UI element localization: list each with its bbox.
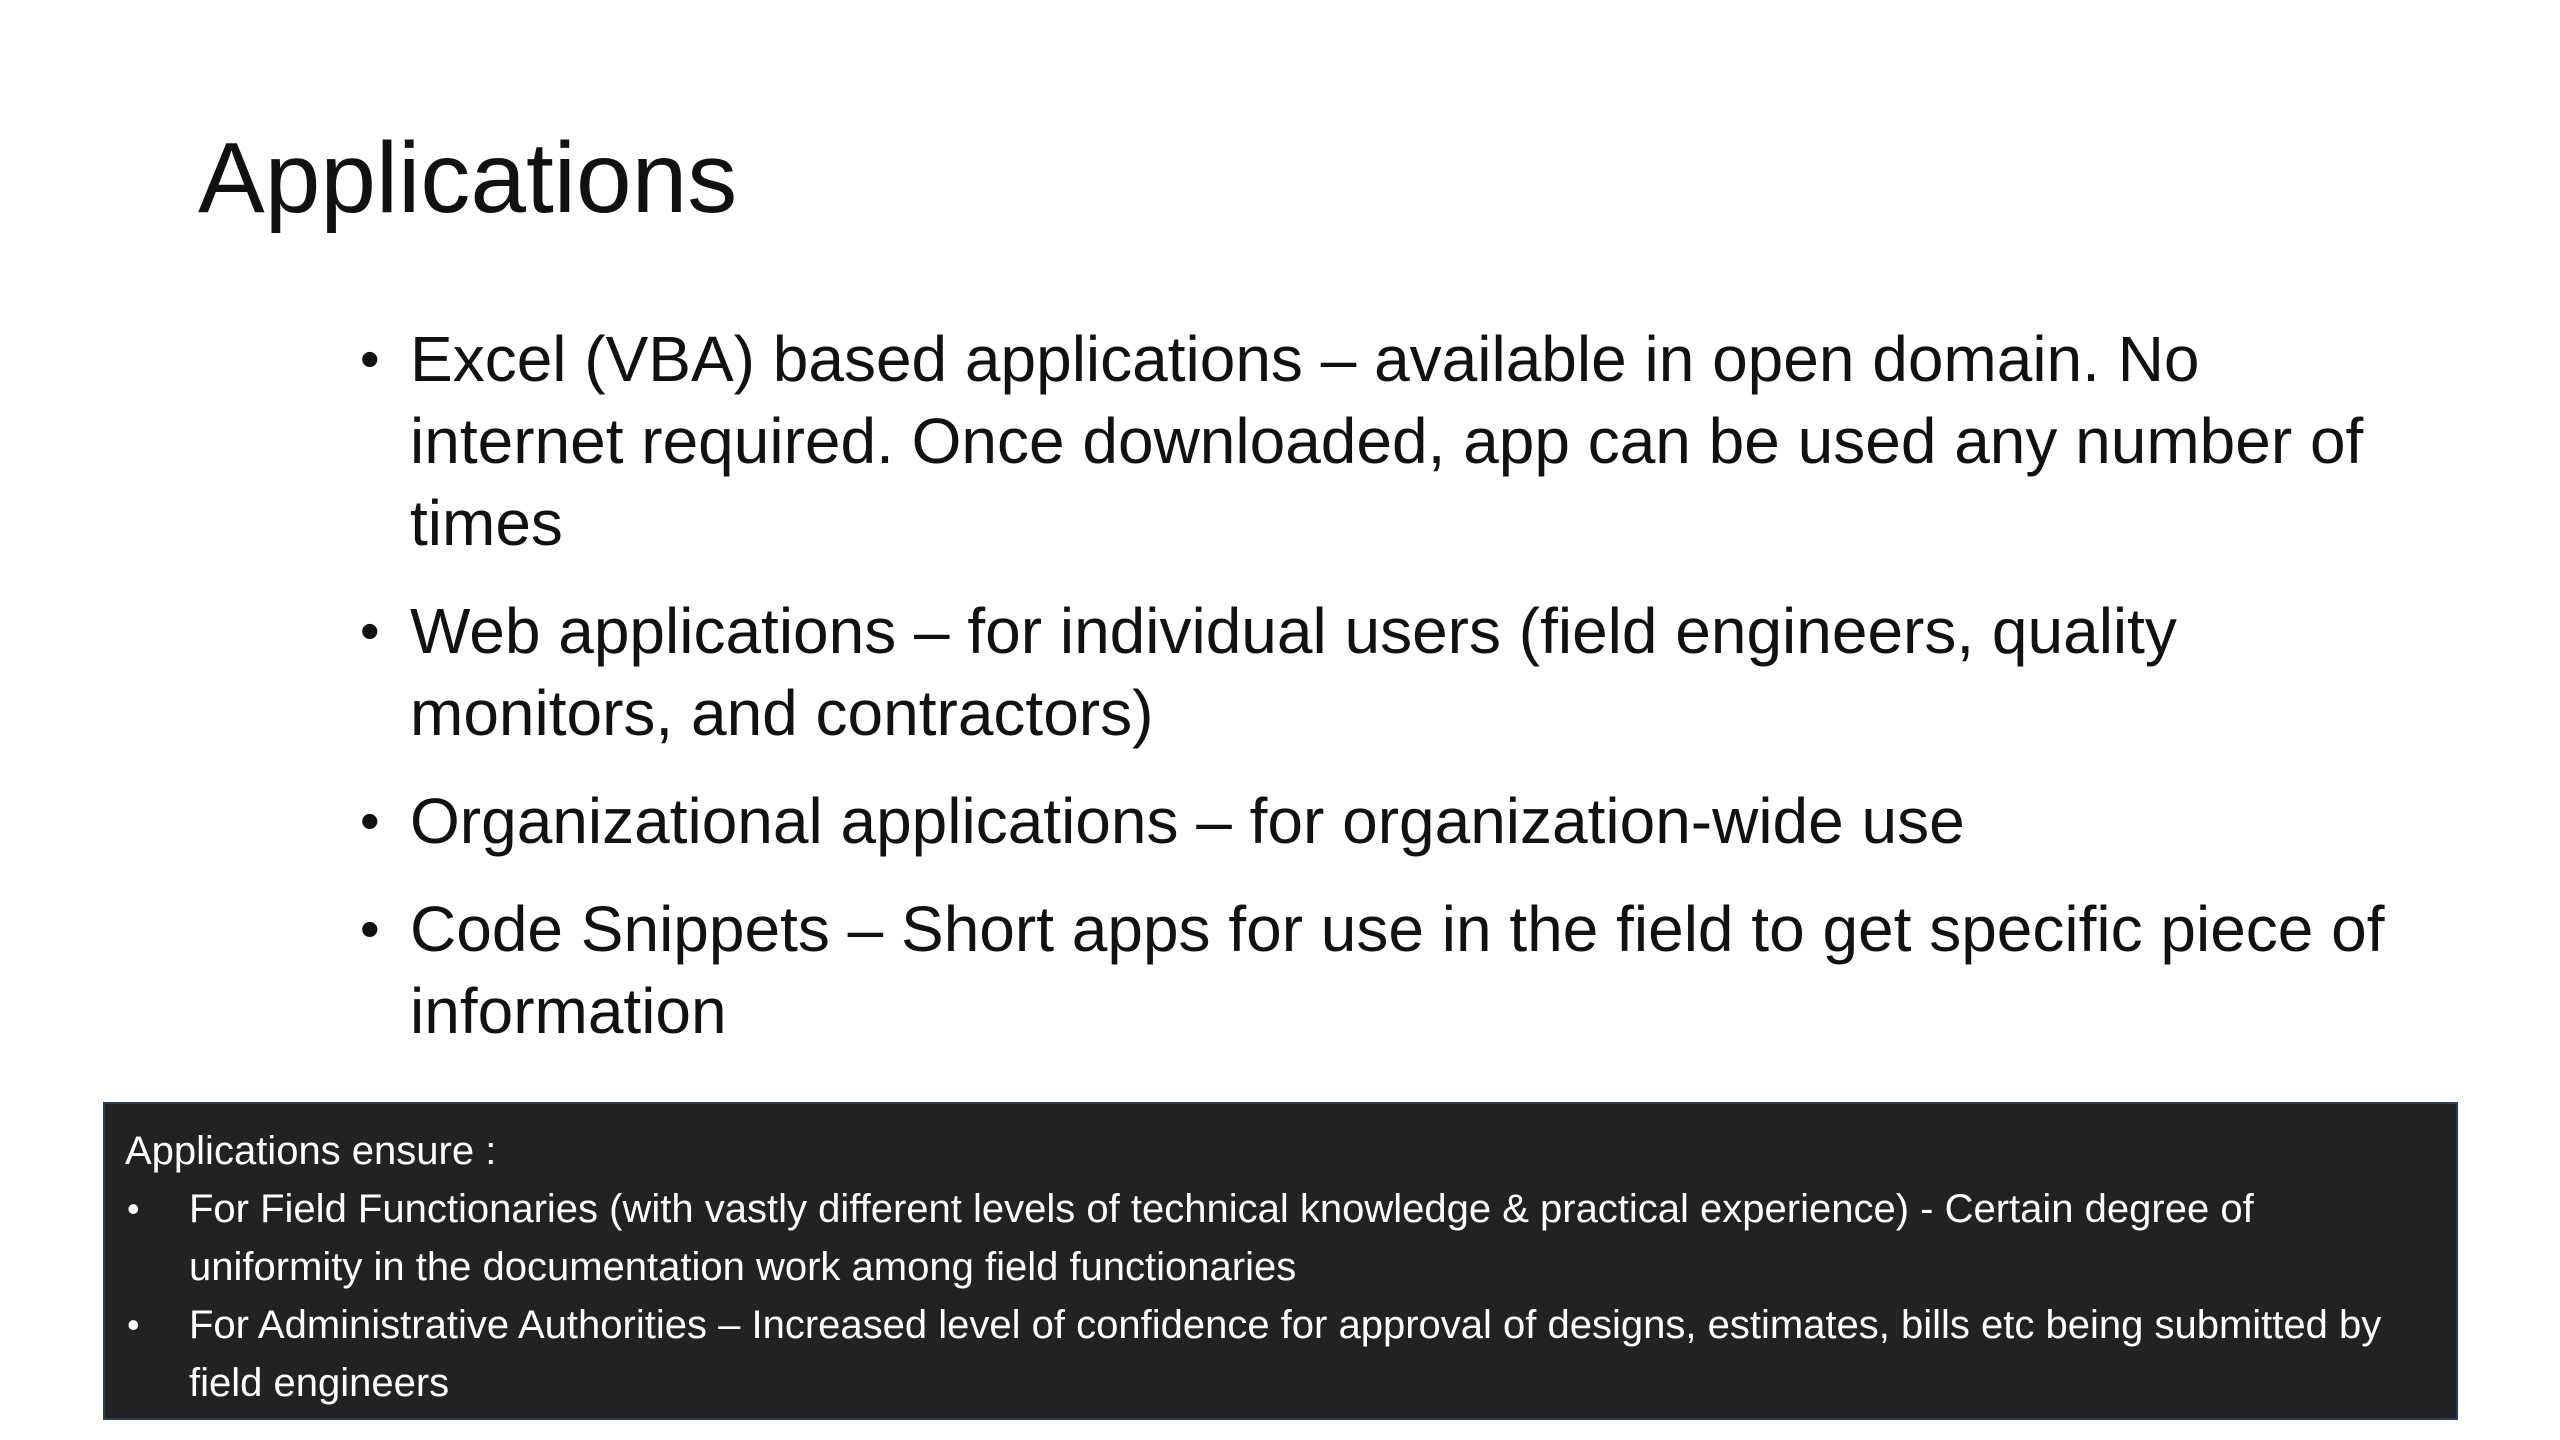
bullet-text: Excel (VBA) based applications – available in open domain. No internet required. Once downloaded, app can be used any number of times [410, 323, 2364, 559]
callout-box [103, 1102, 2458, 1420]
callout-list [125, 1180, 2434, 1412]
bullet-icon: • [127, 1304, 140, 1345]
bullet-icon: • [360, 897, 380, 960]
callout-heading: Applications ensure : [125, 1129, 497, 1173]
bullet-list [360, 318, 2410, 1078]
bullet-icon: • [360, 327, 380, 390]
bullet-icon: • [360, 599, 380, 662]
bullet-item [360, 780, 2410, 862]
bullet-icon: • [360, 789, 380, 852]
bullet-icon: • [127, 1188, 140, 1229]
bullet-text: Organizational applications – for organization-wide use [410, 785, 1965, 857]
bullet-text: Code Snippets – Short apps for use in the field to get specific piece of information [410, 893, 2385, 1047]
callout-item [125, 1296, 2434, 1412]
bullet-text: Web applications – for individual users (field engineers, quality monitors, and contractors) [410, 595, 2177, 749]
callout-item [125, 1180, 2434, 1296]
bullet-item [360, 888, 2410, 1052]
callout-item-text: For Administrative Authorities – Increased level of confidence for approval of designs, estimates, bills etc being submitted by field engineers [189, 1303, 2382, 1405]
bullet-item [360, 318, 2410, 564]
bullet-item [360, 590, 2410, 754]
slide-title: Applications [198, 122, 738, 234]
callout-item-text: For Field Functionaries (with vastly different levels of technical knowledge & practical experience) - Certain degree of uniformity in the documentation work among field functionaries [189, 1187, 2254, 1289]
